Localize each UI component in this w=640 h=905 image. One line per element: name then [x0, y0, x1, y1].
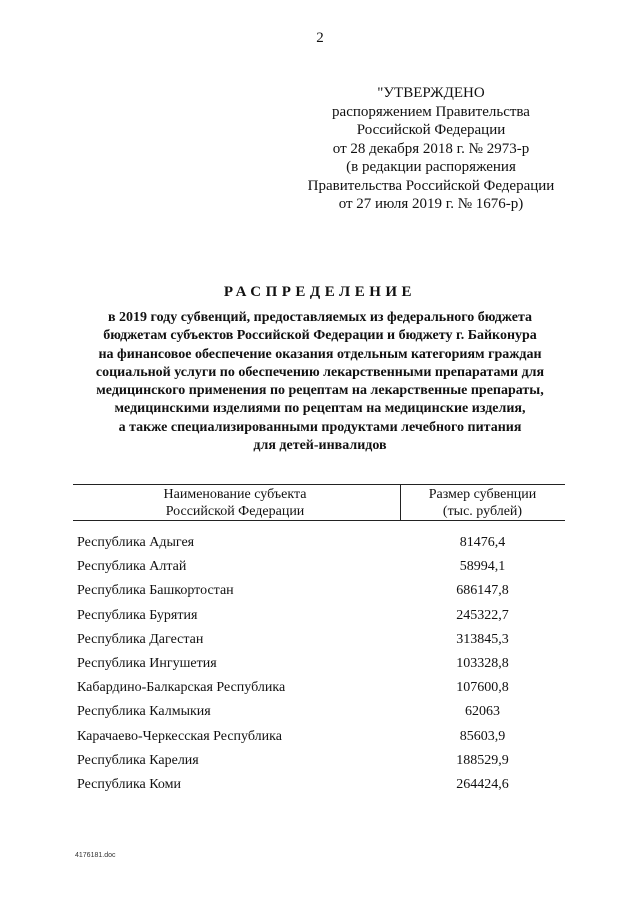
table-row — [0, 608, 640, 632]
table-header-rule — [73, 520, 565, 521]
subtitle-line: на финансовое обеспечение оказания отдельным категориям граждан — [98, 346, 542, 362]
table-row — [0, 583, 640, 607]
document-subtitle — [60, 309, 580, 455]
header-size-line: (тыс. рублей) — [442, 504, 523, 519]
approval-line: Российской Федерации — [356, 122, 506, 138]
table-row — [0, 535, 640, 559]
approval-line: распоряжением Правительства — [332, 103, 530, 120]
table-body — [0, 535, 640, 801]
table-row — [0, 704, 640, 728]
table-row — [0, 559, 640, 583]
table-row — [0, 729, 640, 753]
subvention-value: 58994,1 — [459, 559, 506, 575]
approval-line: от 28 декабря 2018 г. № 2973-р — [332, 140, 530, 157]
subtitle-line: для детей-инвалидов — [253, 438, 387, 454]
subtitle-line: медицинскими изделиями по рецептам на медицинские изделия, — [114, 401, 526, 417]
table-header-size — [400, 486, 565, 520]
table-row — [0, 753, 640, 777]
subtitle-line: бюджетам субъектов Российской Федерации и бюджету г. Байконура — [103, 328, 537, 344]
approval-line: (в редакции распоряжения — [346, 159, 516, 175]
region-name: Республика Алтай — [77, 559, 187, 575]
page-number: 2 — [316, 30, 324, 46]
header-size-line: Размер субвенции — [428, 487, 537, 502]
subvention-value: 81476,4 — [459, 535, 506, 550]
subvention-value: 245322,7 — [456, 607, 509, 623]
subvention-value: 62063 — [465, 704, 500, 720]
region-name: Республика Калмыкия — [77, 704, 211, 720]
subtitle-line: медицинского применения по рецептам на лекарственные препараты, — [96, 383, 544, 399]
document-file-code: 4176181.doc — [75, 852, 116, 859]
subvention-value: 103328,8 — [456, 655, 509, 671]
approval-stamp — [300, 84, 562, 214]
subtitle-line: социальной услуги по обеспечению лекарственными препаратами для — [95, 364, 545, 380]
approval-line: от 27 июля 2019 г. № 1676-р) — [338, 196, 524, 212]
table-row — [0, 656, 640, 680]
subtitle-line: в 2019 году субвенций, предоставляемых из федерального бюджета — [108, 310, 532, 325]
table-top-rule — [73, 484, 565, 485]
table-header-name — [90, 486, 380, 520]
header-name-line: Российской Федерации — [165, 504, 305, 519]
table-row — [0, 680, 640, 704]
document-title: РАСПРЕДЕЛЕНИЕ — [223, 284, 417, 300]
approval-line: Правительства Российской Федерации — [307, 177, 555, 194]
region-name: Кабардино-Балкарская Республика — [77, 680, 286, 696]
header-name-line: Наименование субъекта — [163, 487, 307, 502]
region-name: Республика Ингушетия — [77, 655, 217, 671]
region-name: Республика Карелия — [77, 752, 199, 768]
subtitle-line: а также специализированными продуктами лечебного питания — [118, 419, 522, 435]
region-name: Карачаево-Черкесская Республика — [77, 728, 282, 744]
region-name: Республика Бурятия — [77, 607, 198, 623]
subvention-value: 85603,9 — [459, 728, 506, 744]
region-name: Республика Адыгея — [77, 535, 195, 550]
subvention-value: 107600,8 — [456, 680, 509, 696]
approval-line: "УТВЕРЖДЕНО — [377, 85, 485, 101]
subvention-value: 686147,8 — [456, 583, 509, 599]
subvention-value: 188529,9 — [456, 752, 509, 768]
table-row — [0, 777, 640, 801]
subvention-value: 264424,6 — [456, 776, 509, 792]
subvention-value: 313845,3 — [456, 631, 509, 647]
region-name: Республика Дагестан — [77, 631, 204, 647]
region-name: Республика Башкортостан — [77, 583, 234, 599]
region-name: Республика Коми — [77, 776, 181, 792]
table-row — [0, 632, 640, 656]
